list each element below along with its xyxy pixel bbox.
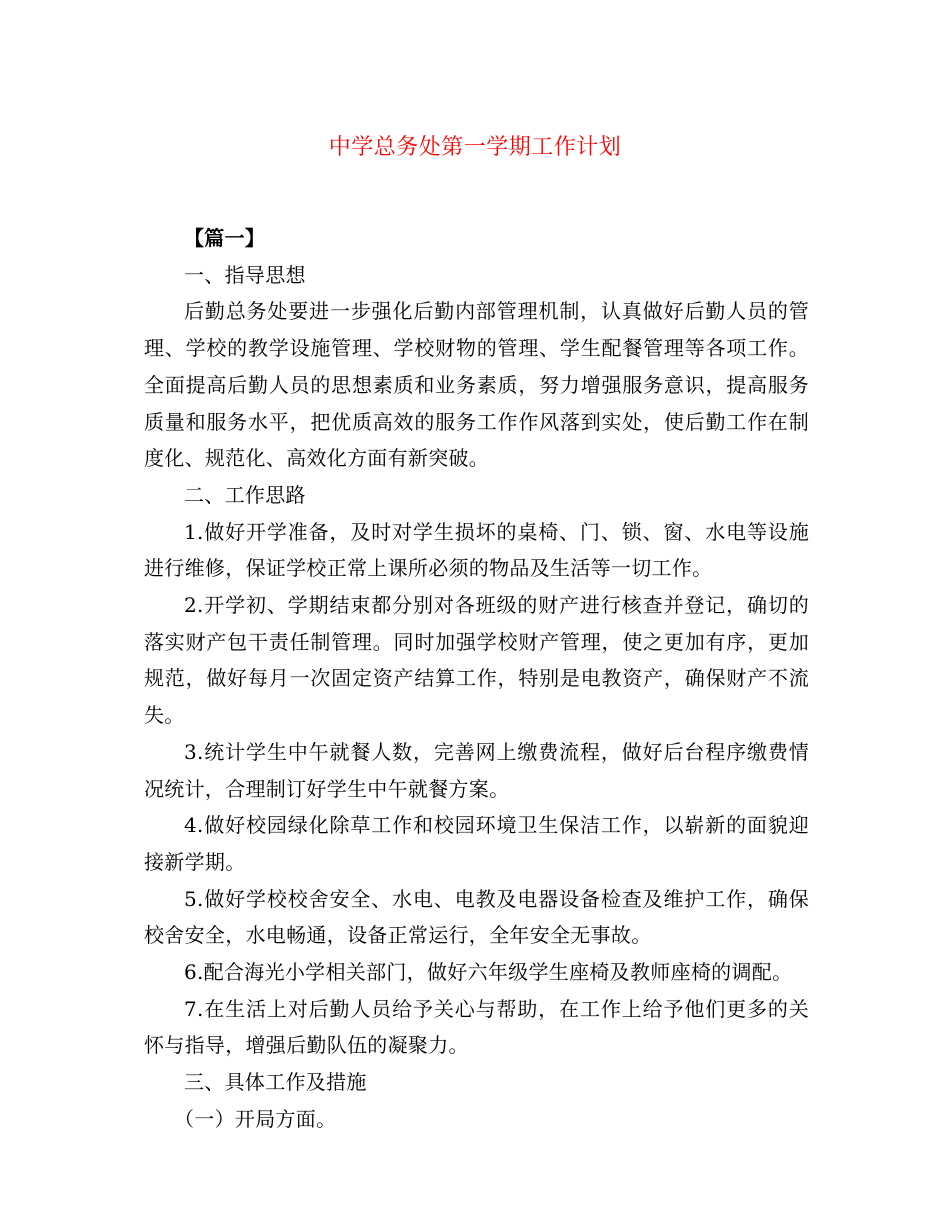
work-item-7: 7.在生活上对后勤人员给予关心与帮助，在工作上给予他们更多的关怀与指导，增强后勤队伍的凝聚力。 [144,996,809,1058]
work-item-1: 1.做好开学准备，及时对学生损坏的桌椅、门、锁、窗、水电等设施进行维修，保证学校正常上课所必须的物品及生活等一切工作。 [144,519,809,581]
document-title: 中学总务处第一学期工作计划 [328,135,622,160]
work-item-3: 3.统计学生中午就餐人数，完善网上缴费流程，做好后台程序缴费情况统计，合理制订好学生中午就餐方案。 [144,739,809,801]
work-item-5: 5.做好学校校舍安全、水电、电教及电器设备检查及维护工作，确保校舍安全，水电畅通，设备正常运行，全年安全无事故。 [144,886,809,948]
work-item-2: 2.开学初、学期结束都分别对各班级的财产进行核查并登记，确切的落实财产包干责任制管理。同时加强学校财产管理，使之更加有序，更加规范，做好每月一次固定资产结算工作，特别是电教资产，确保财产不流失。 [144,593,809,728]
document-body [144,220,809,1138]
heading-specific-measures: 三、具体工作及措施 [184,1070,367,1095]
heading-work-approach: 二、工作思路 [184,482,306,507]
work-item-4: 4.做好校园绿化除草工作和校园环境卫生保洁工作，以崭新的面貌迎接新学期。 [144,813,809,874]
paragraph-guiding-ideology: 后勤总务处要进一步强化后勤内部管理机制，认真做好后勤人员的管理、学校的教学设施管理、学校财物的管理、学生配餐管理等各项工作。全面提高后勤人员的思想素质和业务素质，努力增强服务意识，提高服务质量和服务水平，把优质高效的服务工作作风落到实处，使后勤工作在制度化、规范化、高效化方面有新突破。 [144,299,809,471]
section-marker: 【篇一】 [184,226,266,250]
subheading-opening: （一）开局方面。 [174,1106,337,1131]
work-item-6: 6.配合海光小学相关部门，做好六年级学生座椅及教师座椅的调配。 [184,960,793,985]
heading-guiding-ideology: 一、指导思想 [184,262,306,287]
